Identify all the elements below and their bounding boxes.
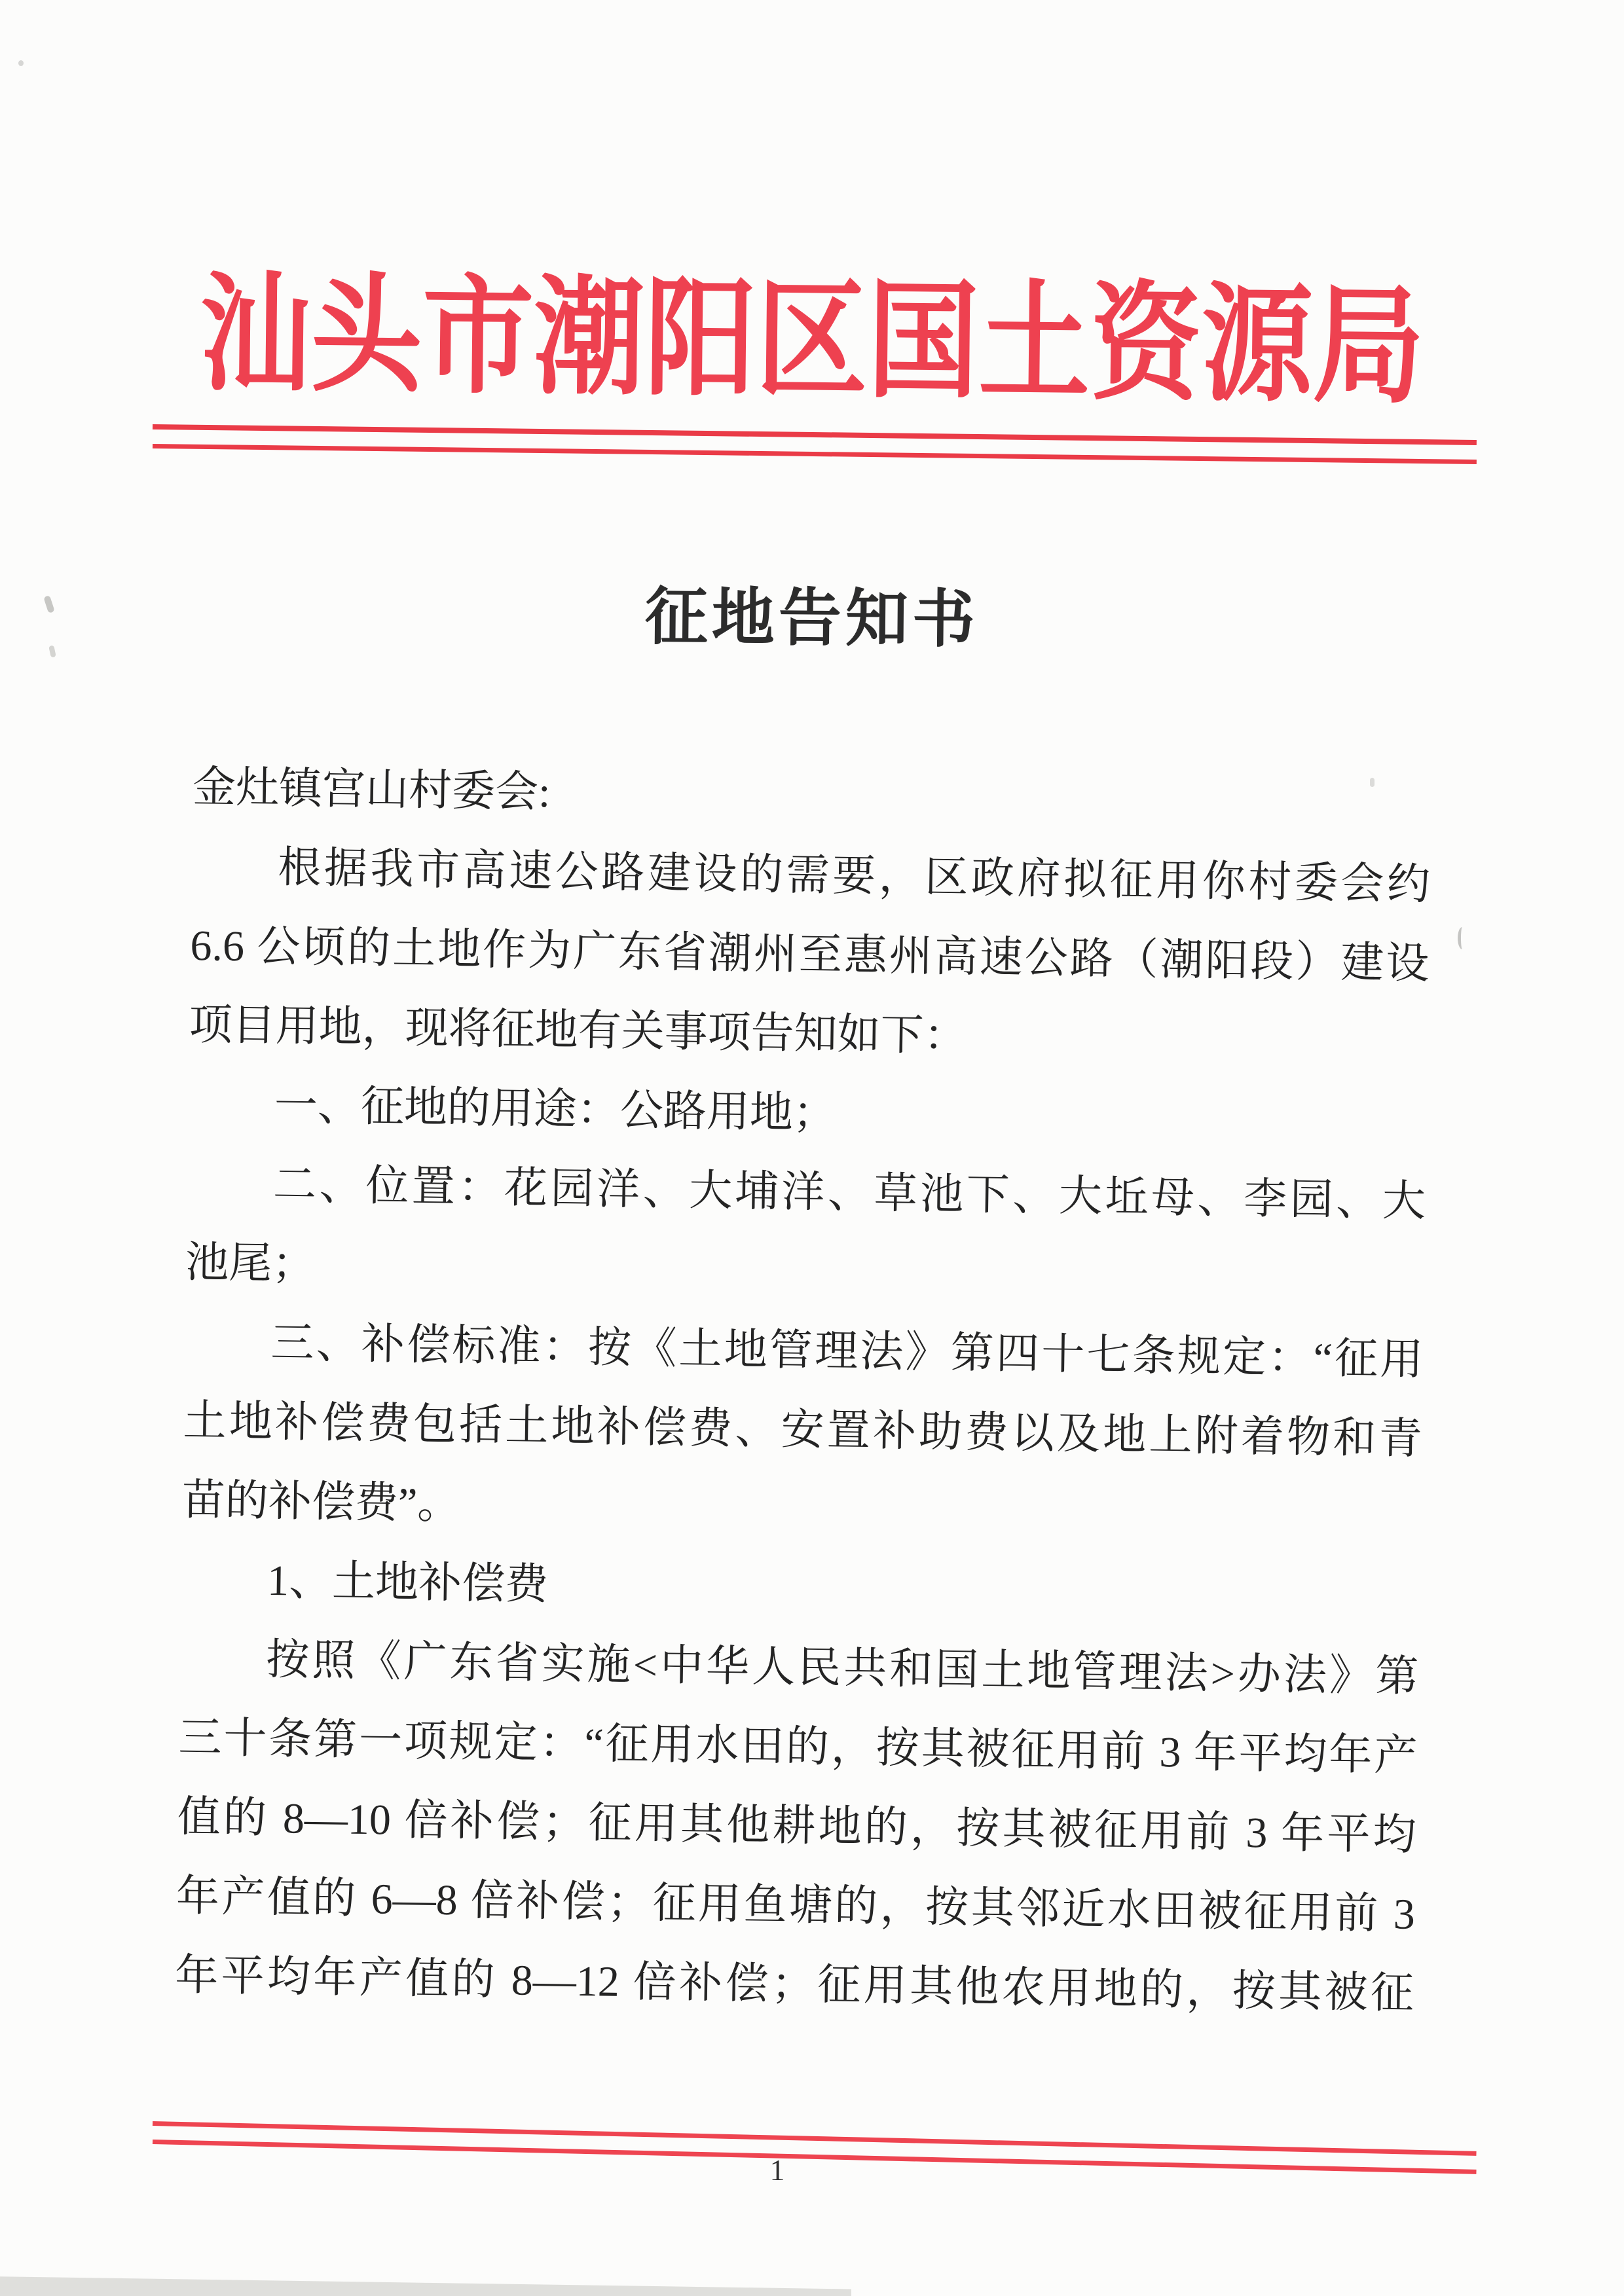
document-title: 征地告知书	[644, 581, 980, 655]
body-line: 1、土地补偿费	[267, 1556, 549, 1609]
scan-shadow-bottom-left	[0, 2273, 851, 2296]
letterhead-title: 汕头市潮阳区国土资源局	[198, 264, 1425, 419]
salutation: 金灶镇宫山村委会:	[192, 763, 551, 817]
letterhead-rule-bottom	[153, 444, 1477, 464]
body-line: 二、位置：花园洋、大埔洋、草池下、大坵母、李园、大	[272, 1160, 1426, 1226]
body-line: 项目用地，现将征地有关事项告知如下：	[189, 1000, 968, 1061]
body-line: 三、补偿标准：按《土地管理法》第四十七条规定：“征用	[270, 1319, 1424, 1384]
scan-speck	[18, 60, 24, 66]
body-line: 年平均年产值的 8—12 倍补偿；征用其他农用地的，按其被征	[174, 1951, 1414, 2018]
body-line: 土地补偿费包括土地补偿费、安置补助费以及地上附着物和青	[183, 1396, 1423, 1463]
body-line: 按照《广东省实施<中华人民共和国土地管理法>办法》第	[265, 1635, 1419, 1701]
document-body	[174, 748, 1432, 2033]
body-line: 一、征地的用途：公路用地；	[274, 1081, 837, 1138]
body-line: 三十条第一项规定：“征用水田的，按其被征用前 3 年平均年产	[178, 1713, 1418, 1780]
body-line: 年产值的 6—8 倍补偿；征用鱼塘的，按其邻近水田被征用前 3	[175, 1872, 1416, 1939]
scan-speck	[1458, 927, 1467, 949]
body-line: 苗的补偿费”。	[181, 1476, 461, 1529]
body-line: 根据我市高速公路建设的需要，区政府拟征用你村委会约	[277, 843, 1431, 909]
letterhead-rule-top	[153, 424, 1477, 445]
body-line: 值的 8—10 倍补偿；征用其他耕地的，按其被征用前 3 年平均	[177, 1793, 1417, 1859]
footer-rule-top	[153, 2121, 1477, 2156]
page-number: 1	[769, 2153, 785, 2187]
body-line: 池尾；	[185, 1238, 316, 1288]
body-line: 6.6 公顷的土地作为广东省潮州至惠州高速公路（潮阳段）建设	[189, 921, 1430, 989]
